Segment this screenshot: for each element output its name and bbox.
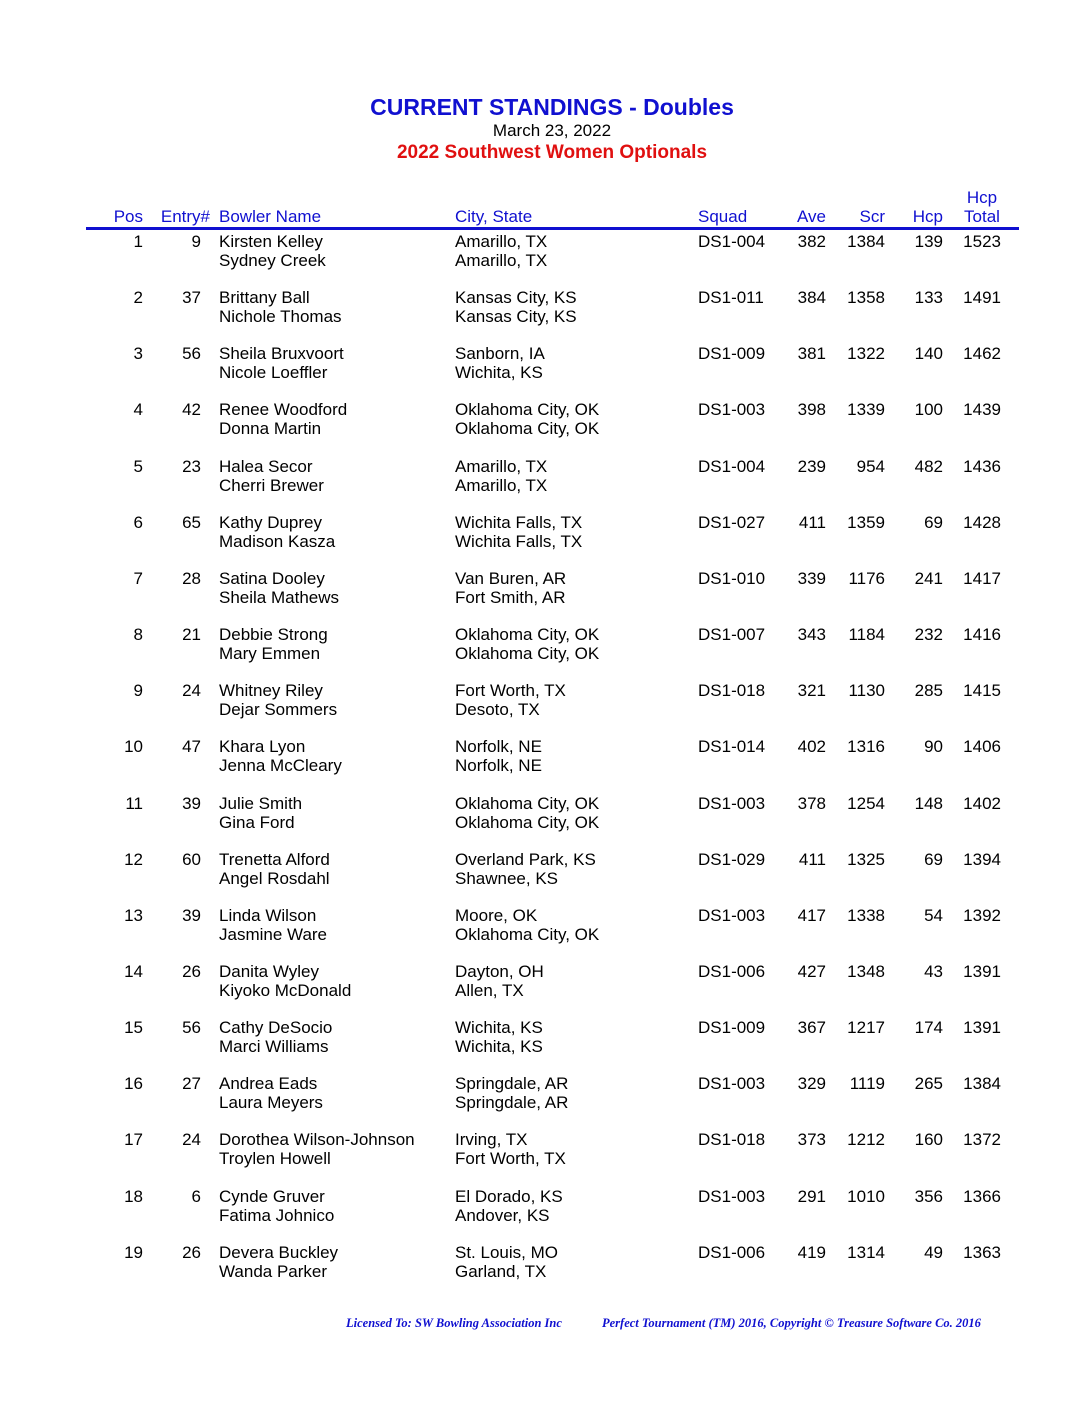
cell-city-2: Oklahoma City, OK [455,924,600,944]
cell-scr: 1119 [849,1074,885,1094]
cell-hcp: 139 [914,232,943,251]
cell-bowler-1: Cynde Gruver [219,1186,325,1206]
cell-bowler-2: Sydney Creek [219,251,326,270]
cell-total: 1406 [963,737,1001,757]
cell-ave: 384 [797,288,826,308]
cell-squad: DS1-007 [698,625,766,644]
cell-entry: 27 [182,1074,201,1094]
cell-city-1: Sanborn, IA [455,344,545,364]
cell-hcp: 174 [914,1018,943,1038]
cell-bowler-2: Kiyoko McDonald [219,980,352,1000]
cell-bowler-1: Cathy DeSocio [219,1018,333,1038]
cell-total: 1428 [963,512,1001,532]
cell-bowler-1: Sheila Bruxvoort [219,344,344,364]
cell-pos: 8 [133,625,143,644]
cell-total: 1363 [963,1242,1001,1262]
cell-city-2: Springdale, AR [455,1093,569,1113]
cell-squad: DS1-004 [698,232,766,251]
cell-total: 1439 [963,400,1001,420]
cell-city-2: Desoto, TX [455,700,540,720]
cell-squad: DS1-003 [698,1186,766,1206]
cell-pos: 4 [133,400,143,420]
header-divider [86,227,1019,230]
cell-bowler-2: Troylen Howell [219,1149,331,1169]
col-header-ave: Ave [797,207,826,226]
cell-entry: 39 [182,793,201,813]
cell-scr: 1322 [847,344,885,364]
col-header-squad: Squad [698,207,748,226]
table-row [0,400,1088,440]
cell-ave: 417 [797,905,826,925]
cell-squad: DS1-003 [698,793,766,813]
cell-city-1: Wichita Falls, TX [455,512,583,532]
cell-bowler-2: Nichole Thomas [219,307,342,327]
cell-ave: 402 [797,737,826,757]
cell-ave: 419 [797,1242,826,1262]
col-header-bowler: Bowler Name [219,207,322,226]
cell-city-1: Norfolk, NE [455,737,542,757]
cell-city-1: Amarillo, TX [455,232,548,251]
cell-ave: 321 [797,681,826,701]
table-row [0,737,1088,777]
cell-scr: 1176 [848,568,885,588]
cell-city-1: Overland Park, KS [455,849,596,869]
cell-city-2: Norfolk, NE [455,756,542,776]
cell-bowler-1: Linda Wilson [219,905,317,925]
cell-city-2: Oklahoma City, OK [455,419,600,439]
cell-ave: 291 [797,1186,826,1206]
cell-hcp: 54 [924,905,943,925]
cell-ave: 411 [798,512,826,532]
cell-bowler-1: Khara Lyon [219,737,306,757]
cell-city-1: Kansas City, KS [455,288,577,308]
cell-city-1: Oklahoma City, OK [455,625,600,644]
cell-hcp: 140 [914,344,943,364]
cell-total: 1417 [963,568,1001,588]
cell-squad: DS1-003 [698,400,766,420]
table-row [0,1130,1088,1170]
cell-hcp: 90 [924,737,943,757]
col-header-total-top: Hcp [966,188,998,207]
cell-entry: 21 [182,625,201,644]
cell-bowler-1: Julie Smith [219,793,303,813]
cell-scr: 1339 [847,400,885,420]
cell-total: 1436 [963,456,1001,476]
cell-city-1: Amarillo, TX [455,456,548,476]
cell-bowler-2: Donna Martin [219,419,322,439]
cell-bowler-2: Sheila Mathews [219,587,340,607]
cell-bowler-2: Wanda Parker [219,1261,328,1281]
cell-bowler-1: Andrea Eads [219,1074,318,1094]
cell-ave: 367 [797,1018,826,1038]
cell-entry: 24 [182,1130,201,1150]
cell-hcp: 133 [914,288,943,308]
cell-city-2: Oklahoma City, OK [455,644,600,663]
cell-entry: 37 [182,288,201,308]
cell-scr: 1358 [847,288,885,308]
cell-pos: 19 [124,1242,143,1262]
cell-city-2: Allen, TX [455,980,524,1000]
cell-squad: DS1-004 [698,456,766,476]
cell-total: 1415 [963,681,1001,701]
cell-city-2: Wichita, KS [455,1037,543,1057]
cell-ave: 329 [797,1074,826,1094]
footer-license: Licensed To: SW Bowling Association Inc [346,1316,562,1330]
cell-ave: 339 [797,568,826,588]
cell-entry: 26 [182,961,201,981]
cell-total: 1366 [963,1186,1001,1206]
cell-pos: 11 [125,793,143,813]
cell-ave: 239 [797,456,826,476]
cell-pos: 15 [124,1018,143,1038]
table-row [0,288,1088,328]
cell-pos: 9 [133,681,143,701]
table-row [0,1074,1088,1114]
cell-squad: DS1-009 [698,344,766,364]
cell-pos: 1 [133,232,143,251]
cell-city-2: Kansas City, KS [455,307,577,327]
cell-city-2: Garland, TX [455,1261,547,1281]
cell-pos: 6 [133,512,143,532]
table-row [0,1018,1088,1058]
table-row [0,569,1088,609]
cell-pos: 10 [124,737,143,757]
cell-city-2: Amarillo, TX [455,475,548,495]
cell-bowler-2: Mary Emmen [219,644,321,663]
cell-entry: 60 [182,849,201,869]
cell-scr: 1325 [847,849,885,869]
cell-scr: 1348 [847,961,885,981]
cell-bowler-1: Danita Wyley [219,961,319,981]
cell-squad: DS1-018 [698,1130,766,1150]
table-row [0,681,1088,721]
table-row [0,1243,1088,1283]
col-header-entry: Entry# [160,207,210,226]
cell-total: 1402 [963,793,1001,813]
cell-bowler-1: Dorothea Wilson-Johnson [219,1130,415,1150]
cell-ave: 381 [797,344,826,364]
cell-squad: DS1-011 [698,288,764,308]
cell-ave: 382 [797,232,826,251]
cell-pos: 3 [133,344,143,364]
cell-scr: 1338 [847,905,885,925]
cell-squad: DS1-027 [698,512,766,532]
cell-entry: 42 [182,400,201,420]
table-row [0,1187,1088,1227]
cell-squad: DS1-003 [698,1074,766,1094]
cell-hcp: 148 [914,793,943,813]
cell-ave: 373 [797,1130,826,1150]
cell-bowler-2: Gina Ford [219,812,295,832]
cell-pos: 14 [124,961,143,981]
cell-squad: DS1-006 [698,1242,766,1262]
cell-bowler-2: Laura Meyers [219,1093,323,1113]
cell-scr: 1184 [848,625,885,644]
cell-hcp: 482 [914,456,943,476]
report-date: March 23, 2022 [492,121,612,140]
page-title: CURRENT STANDINGS - Doubles [370,94,734,120]
cell-city-2: Amarillo, TX [455,251,548,270]
cell-hcp: 265 [914,1074,943,1094]
cell-pos: 17 [124,1130,143,1150]
cell-scr: 1316 [847,737,885,757]
cell-hcp: 285 [914,681,943,701]
cell-total: 1392 [963,905,1001,925]
cell-bowler-1: Halea Secor [219,456,313,476]
cell-hcp: 100 [914,400,943,420]
cell-total: 1523 [963,232,1001,251]
cell-pos: 13 [124,905,143,925]
table-row [0,625,1088,665]
cell-bowler-2: Fatima Johnico [219,1205,335,1225]
cell-pos: 2 [133,288,143,308]
col-header-hcp: Hcp [912,207,943,226]
cell-city-1: El Dorado, KS [455,1186,563,1206]
cell-bowler-2: Dejar Sommers [219,700,338,720]
cell-hcp: 356 [914,1186,943,1206]
cell-entry: 56 [182,344,201,364]
cell-bowler-1: Devera Buckley [219,1242,339,1262]
cell-bowler-2: Marci Williams [219,1037,329,1057]
cell-city-1: Moore, OK [455,905,538,925]
cell-bowler-1: Satina Dooley [219,568,325,588]
cell-squad: DS1-018 [698,681,766,701]
cell-bowler-2: Angel Rosdahl [219,868,330,888]
cell-bowler-1: Debbie Strong [219,625,328,644]
cell-entry: 47 [182,737,201,757]
cell-scr: 1254 [847,793,885,813]
cell-total: 1391 [963,961,1001,981]
cell-pos: 5 [133,456,143,476]
cell-bowler-1: Renee Woodford [219,400,348,420]
cell-scr: 1384 [847,232,885,251]
col-header-pos: Pos [113,207,143,226]
cell-bowler-1: Trenetta Alford [219,849,330,869]
cell-entry: 26 [182,1242,201,1262]
cell-city-2: Wichita, KS [455,363,543,383]
cell-entry: 65 [182,512,201,532]
cell-city-2: Shawnee, KS [455,868,559,888]
table-row [0,850,1088,890]
table-row [0,513,1088,553]
cell-bowler-1: Whitney Riley [219,681,323,701]
cell-ave: 378 [797,793,826,813]
cell-total: 1394 [963,849,1001,869]
cell-squad: DS1-014 [698,737,766,757]
cell-scr: 1010 [847,1186,885,1206]
col-header-city: City, State [455,207,533,226]
cell-total: 1491 [963,288,1001,308]
cell-city-1: Springdale, AR [455,1074,569,1094]
col-header-total-bottom: Total [964,207,1000,226]
cell-bowler-2: Nicole Loeffler [219,363,328,383]
cell-scr: 1130 [848,681,885,701]
cell-scr: 1212 [847,1130,885,1150]
cell-bowler-1: Brittany Ball [219,288,310,308]
tournament-name: 2022 Southwest Women Optionals [396,142,708,163]
cell-hcp: 232 [914,625,943,644]
cell-hcp: 43 [924,961,943,981]
cell-city-1: Oklahoma City, OK [455,793,600,813]
cell-city-2: Wichita Falls, TX [455,531,583,551]
cell-bowler-2: Jasmine Ware [219,924,328,944]
cell-entry: 24 [182,681,201,701]
cell-pos: 18 [124,1186,143,1206]
table-row [0,344,1088,384]
table-row [0,794,1088,834]
cell-ave: 343 [797,625,826,644]
cell-bowler-2: Cherri Brewer [219,475,324,495]
cell-squad: DS1-010 [698,568,766,588]
cell-city-1: Fort Worth, TX [455,681,566,701]
cell-hcp: 69 [924,849,943,869]
cell-pos: 7 [133,568,143,588]
cell-city-1: Oklahoma City, OK [455,400,600,420]
cell-city-1: St. Louis, MO [455,1242,558,1262]
cell-ave: 427 [797,961,826,981]
cell-bowler-2: Jenna McCleary [219,756,342,776]
cell-scr: 954 [856,456,885,476]
table-row [0,232,1088,272]
cell-hcp: 241 [914,568,943,588]
cell-city-2: Andover, KS [455,1205,550,1225]
cell-city-2: Fort Smith, AR [455,587,566,607]
cell-total: 1416 [963,625,1001,644]
cell-squad: DS1-003 [698,905,766,925]
cell-entry: 6 [191,1186,201,1206]
cell-hcp: 160 [914,1130,943,1150]
cell-scr: 1217 [847,1018,885,1038]
table-row [0,457,1088,497]
cell-squad: DS1-029 [698,849,766,869]
cell-entry: 39 [182,905,201,925]
cell-city-1: Wichita, KS [455,1018,543,1038]
cell-pos: 16 [124,1074,143,1094]
cell-entry: 9 [191,232,201,251]
cell-squad: DS1-009 [698,1018,766,1038]
cell-total: 1391 [963,1018,1001,1038]
table-row [0,906,1088,946]
cell-city-2: Fort Worth, TX [455,1149,566,1169]
table-row [0,962,1088,1002]
cell-total: 1462 [963,344,1001,364]
cell-bowler-1: Kirsten Kelley [219,232,323,251]
cell-city-2: Oklahoma City, OK [455,812,600,832]
cell-total: 1372 [963,1130,1001,1150]
cell-bowler-1: Kathy Duprey [219,512,322,532]
cell-hcp: 69 [924,512,943,532]
col-header-scr: Scr [859,207,885,226]
footer-copyright: Perfect Tournament (TM) 2016, Copyright © Treasure Software Co. 2016 [602,1316,981,1330]
cell-squad: DS1-006 [698,961,766,981]
cell-entry: 56 [182,1018,201,1038]
cell-scr: 1314 [847,1242,885,1262]
cell-total: 1384 [963,1074,1001,1094]
cell-hcp: 49 [924,1242,943,1262]
cell-city-1: Dayton, OH [455,961,544,981]
cell-ave: 411 [798,849,826,869]
cell-entry: 23 [182,456,201,476]
cell-bowler-2: Madison Kasza [219,531,336,551]
cell-city-1: Van Buren, AR [455,568,567,588]
cell-pos: 12 [124,849,143,869]
cell-city-1: Irving, TX [455,1130,528,1150]
cell-scr: 1359 [847,512,885,532]
cell-entry: 28 [182,568,201,588]
cell-ave: 398 [797,400,826,420]
